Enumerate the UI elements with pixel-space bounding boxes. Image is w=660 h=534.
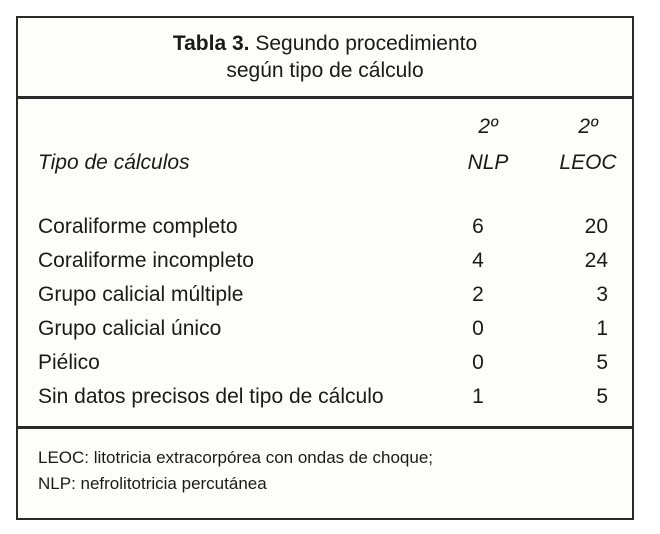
table-row xyxy=(18,317,632,351)
caption-title-line2: según tipo de cálculo xyxy=(226,59,424,82)
leoc-value: 1 xyxy=(596,317,608,340)
leoc-header-line1: 2º xyxy=(578,115,598,138)
leoc-value: 5 xyxy=(596,351,608,374)
table-row xyxy=(18,385,632,419)
nlp-value: 6 xyxy=(472,215,484,238)
leoc-value: 5 xyxy=(596,385,608,408)
leoc-value: 3 xyxy=(596,283,608,306)
nlp-value: 0 xyxy=(472,351,484,374)
footer-rule xyxy=(18,426,632,429)
table-row xyxy=(18,283,632,317)
table-caption xyxy=(18,30,632,84)
footnote-line1: LEOC: litotricia extracorpórea con ondas de choque; xyxy=(38,448,434,467)
footnote-line2: NLP: nefrolitotricia percutánea xyxy=(38,474,267,493)
table-row xyxy=(18,351,632,385)
row-label: Grupo calicial múltiple xyxy=(38,283,244,306)
leoc-value: 24 xyxy=(584,249,608,272)
nlp-header-line2: NLP xyxy=(467,151,509,174)
caption-line1 xyxy=(18,30,632,57)
row-label: Coraliforme incompleto xyxy=(38,249,254,272)
row-label: Sin datos precisos del tipo de cálculo xyxy=(38,385,384,408)
nlp-value: 1 xyxy=(472,385,484,408)
nlp-value: 4 xyxy=(472,249,484,272)
leoc-value: 20 xyxy=(584,215,608,238)
caption-title-line1: Segundo procedimiento xyxy=(255,32,478,55)
row-label-header: Tipo de cálculos xyxy=(38,151,190,174)
row-label: Piélico xyxy=(38,351,100,374)
row-label: Grupo calicial único xyxy=(38,317,222,340)
caption-label: Tabla 3. xyxy=(172,32,250,55)
table-footnote xyxy=(38,445,433,497)
nlp-header-line1: 2º xyxy=(478,115,498,138)
table-row xyxy=(18,249,632,283)
nlp-value: 2 xyxy=(472,283,484,306)
table-frame xyxy=(16,16,634,520)
table-row xyxy=(18,215,632,249)
leoc-header-line2: LEOC xyxy=(559,151,617,174)
row-label: Coraliforme completo xyxy=(38,215,238,238)
nlp-value: 0 xyxy=(472,317,484,340)
header-rule xyxy=(18,96,632,99)
